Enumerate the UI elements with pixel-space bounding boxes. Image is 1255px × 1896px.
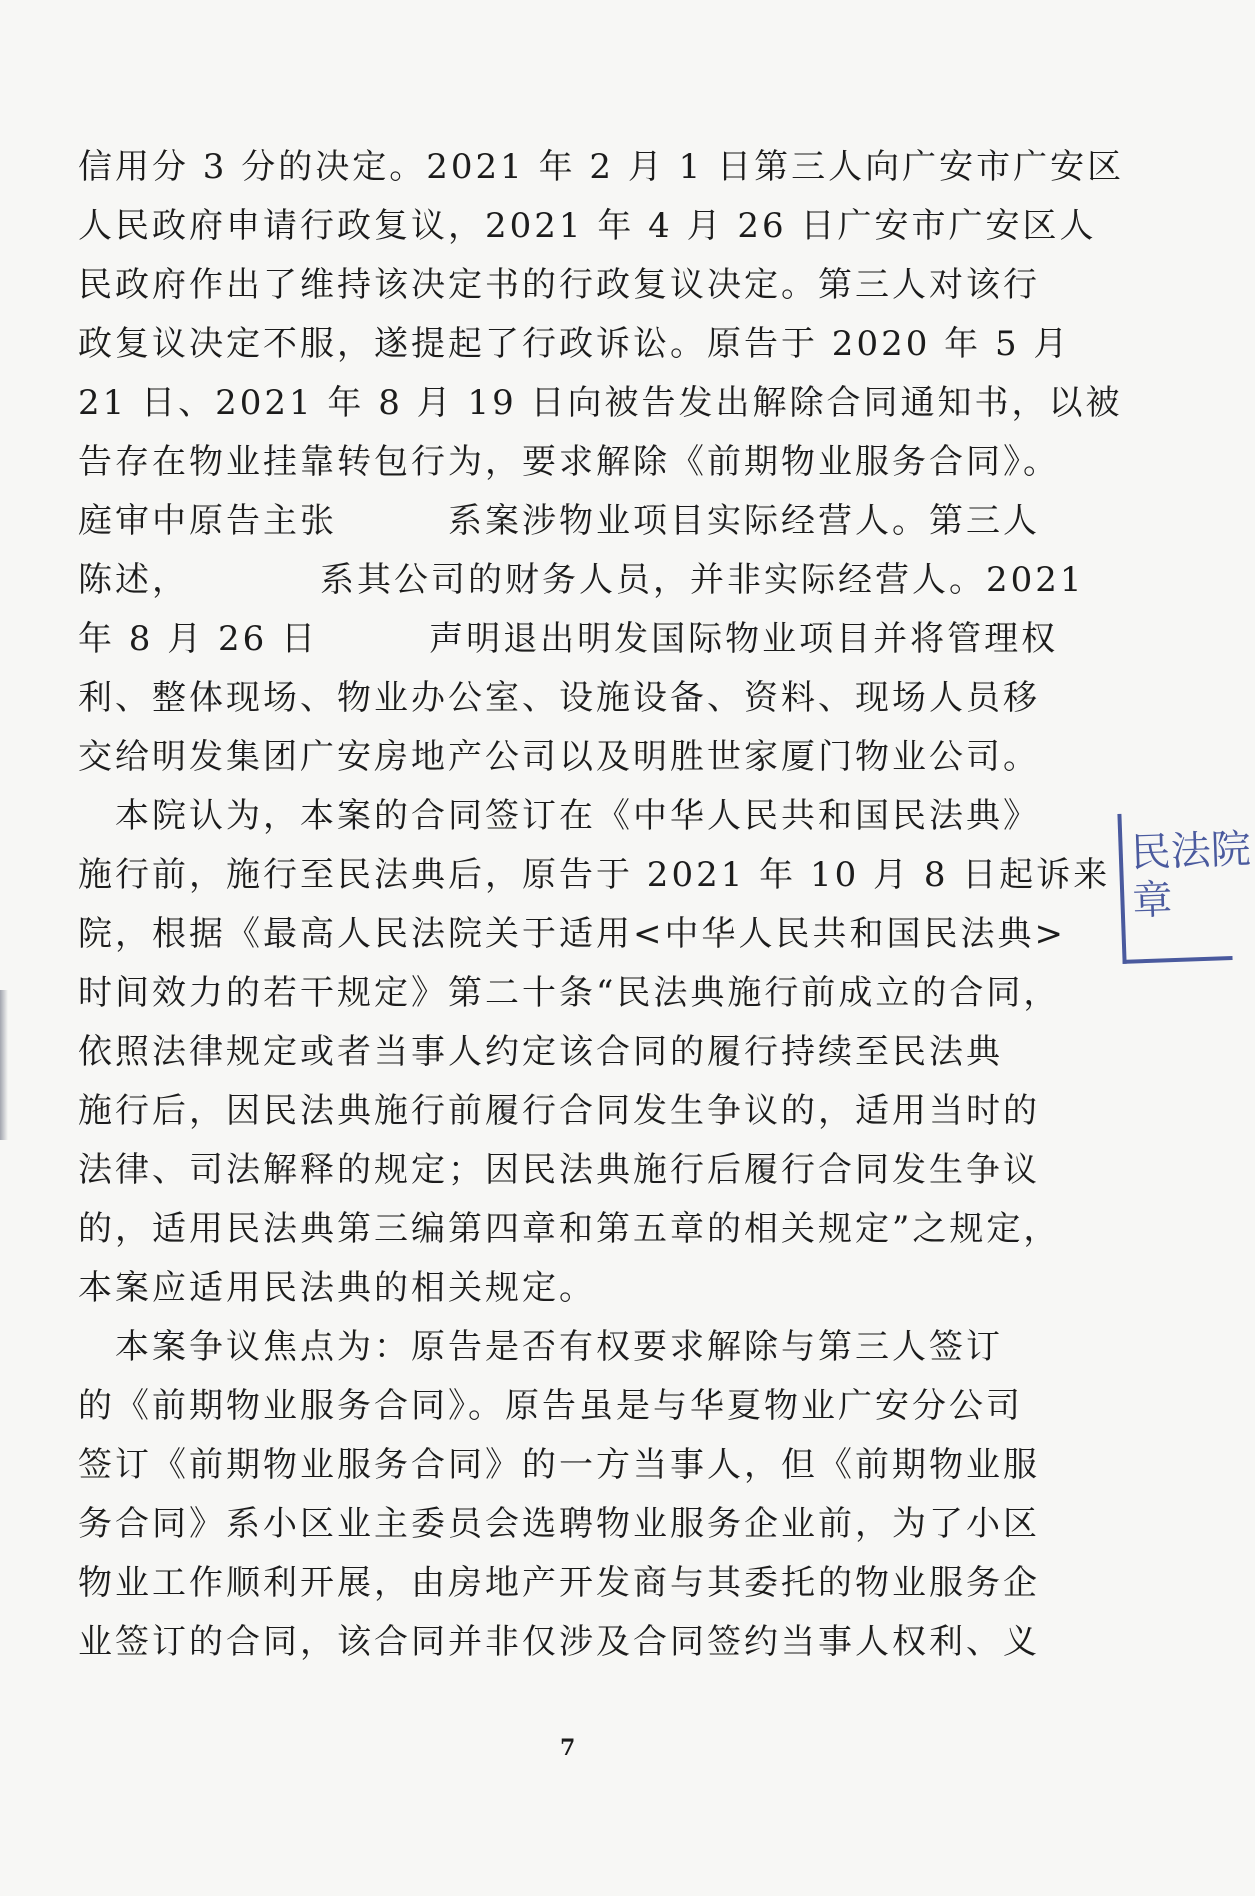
stamp-text-line2: 章: [1131, 877, 1174, 925]
court-seal-stamp: [1117, 810, 1252, 964]
text-line: 庭审中原告主张 系案涉物业项目实际经营人。第三人: [78, 501, 1040, 541]
text-line: 民政府作出了维持该决定书的行政复议决定。第三人对该行: [78, 265, 1040, 305]
text-line: 院，根据《最高人民法院关于适用<中华人民共和国民法典>: [78, 914, 1066, 954]
text-line: 务合同》系小区业主委员会选聘物业服务企业前，为了小区: [78, 1504, 1040, 1544]
text-line: 信用分 3 分的决定。2021 年 2 月 1 日第三人向广安市广安区: [78, 147, 1125, 187]
text-line: 时间效力的若干规定》第二十条“民法典施行前成立的合同，: [78, 973, 1061, 1013]
text-line: 本案争议焦点为：原告是否有权要求解除与第三人签订: [78, 1327, 1003, 1367]
text-line: 年 8 月 26 日 声明退出明发国际物业项目并将管理权: [78, 619, 1059, 659]
stamp-text-line1: 民法院: [1130, 826, 1252, 877]
text-line: 的《前期物业服务合同》。原告虽是与华夏物业广安分公司: [78, 1386, 1023, 1426]
page-number: 7: [560, 1735, 576, 1761]
text-line: 签订《前期物业服务合同》的一方当事人，但《前期物业服: [78, 1445, 1040, 1485]
text-line: 业签订的合同，该合同并非仅涉及合同签约当事人权利、义: [78, 1622, 1040, 1662]
text-line: 告存在物业挂靠转包行为，要求解除《前期物业服务合同》。: [78, 442, 1060, 482]
scan-edge-shadow: [0, 990, 8, 1140]
text-line: 政复议决定不服，遂提起了行政诉讼。原告于 2020 年 5 月: [78, 324, 1071, 364]
text-line: 21 日、2021 年 8 月 19 日向被告发出解除合同通知书，以被: [78, 383, 1123, 423]
text-line: 施行前，施行至民法典后，原告于 2021 年 10 月 8 日起诉来: [78, 855, 1111, 895]
text-line: 交给明发集团广安房地产公司以及明胜世家厦门物业公司。: [78, 737, 1040, 777]
text-line: 本案应适用民法典的相关规定。: [78, 1268, 596, 1308]
text-line: 利、整体现场、物业办公室、设施设备、资料、现场人员移: [78, 678, 1040, 718]
text-line: 人民政府申请行政复议，2021 年 4 月 26 日广安市广安区人: [78, 206, 1097, 246]
text-line: 的，适用民法典第三编第四章和第五章的相关规定”之规定，: [78, 1209, 1061, 1249]
text-line: 施行后，因民法典施行前履行合同发生争议的，适用当时的: [78, 1091, 1040, 1131]
text-line: 陈述， 系其公司的财务人员，并非实际经营人。2021: [78, 560, 1085, 600]
text-line: 物业工作顺利开展，由房地产开发商与其委托的物业服务企: [78, 1563, 1040, 1603]
text-line: 法律、司法解释的规定；因民法典施行后履行合同发生争议: [78, 1150, 1040, 1190]
text-line: 依照法律规定或者当事人约定该合同的履行持续至民法典: [78, 1032, 1003, 1072]
text-line: 本院认为，本案的合同签订在《中华人民共和国民法典》: [78, 796, 1040, 836]
